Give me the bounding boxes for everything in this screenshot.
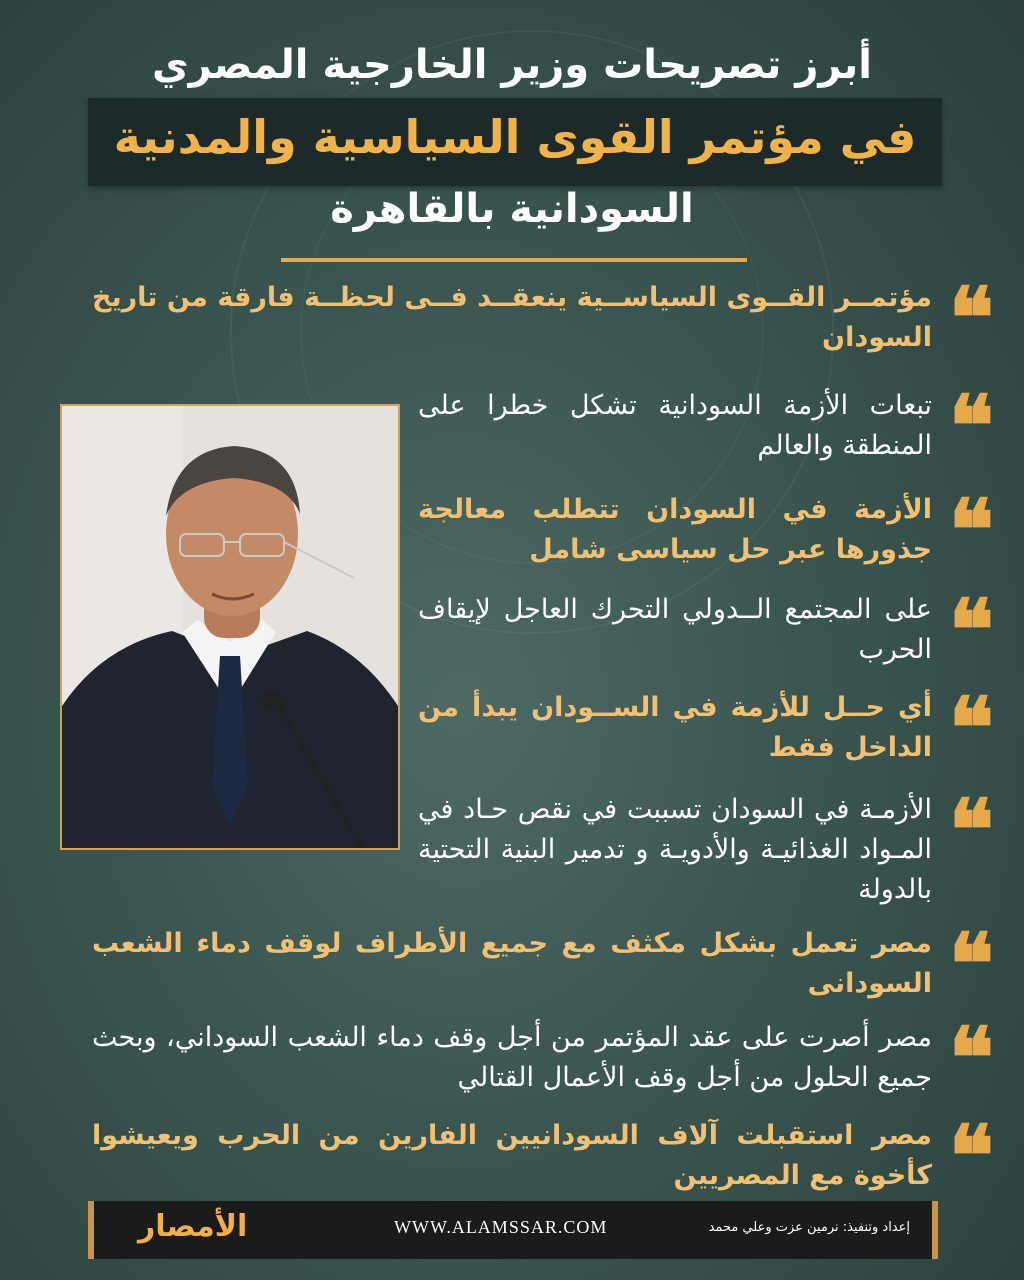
statement-item <box>90 678 994 777</box>
statement-text: الأزمة في السودان تتطلب معالجة جذورها عبر حل سياسى شامل <box>418 494 932 565</box>
statement-text: مصر تعمل بشكل مكثف مع جميع الأطراف لوقف دماء الشعب السودانى <box>92 928 932 999</box>
statement-item <box>90 376 994 475</box>
website-url[interactable]: WWW.ALAMSSAR.COM <box>394 1217 608 1237</box>
statement-text: الأزمـة في السودان تسببت في نقص حـاد في المـواد الغذائيـة والأدويـة و تدمير البنية التحتية بالدولة <box>418 794 932 905</box>
statement-item <box>90 914 994 1013</box>
statement-text: أي حــل للأزمة في الســودان يبدأ من الداخل فقط <box>418 692 932 763</box>
quote-icon: ❝ <box>948 678 994 777</box>
footer-bar <box>88 1201 938 1259</box>
statement-text: مؤتمــر القــوى السياســية ينعقــد فــى لحظــة فارقة من تاريخ السودان <box>92 282 932 353</box>
brand-logo[interactable]: الأمصار <box>138 1209 248 1244</box>
statement-item <box>90 1106 994 1205</box>
statement-item <box>90 1008 994 1107</box>
quote-icon: ❝ <box>948 1008 994 1107</box>
quote-icon: ❝ <box>948 780 994 879</box>
quote-icon: ❝ <box>948 580 994 679</box>
statement-text: تبعات الأزمة السودانية تشكل خطرا على المنطقة والعالم <box>418 390 932 461</box>
statement-item <box>90 480 994 579</box>
statement-item <box>90 268 994 367</box>
headline-divider <box>281 258 747 262</box>
headline-line-1: أبرز تصريحات وزير الخارجية المصري <box>151 42 873 88</box>
statement-text: مصر أصرت على عقد المؤتمر من أجل وقف دماء الشعب السوداني، وبحث جميع الحلول من أجل وقف الأعمال القتالي <box>92 1022 932 1093</box>
statement-item <box>90 780 994 905</box>
statement-text: مصر استقبلت آلاف السودانيين الفارين من الحرب ويعيشوا كأخوة مع المصريين <box>92 1120 932 1191</box>
credits: إعداد وتنفيذ: نرمين عزت وعلي محمد <box>708 1220 910 1235</box>
quote-icon: ❝ <box>948 376 994 475</box>
statement-text: على المجتمع الــدولي التحرك العاجل لإيقاف الحرب <box>418 594 932 665</box>
headline-line-2: في مؤتمر القوى السياسية والمدنية <box>113 110 917 164</box>
headline-line-3: السودانية بالقاهرة <box>330 186 694 232</box>
quote-icon: ❝ <box>948 914 994 1013</box>
quote-icon: ❝ <box>948 1106 994 1205</box>
statement-item <box>90 580 994 679</box>
quote-icon: ❝ <box>948 268 994 367</box>
quote-icon: ❝ <box>948 480 994 579</box>
